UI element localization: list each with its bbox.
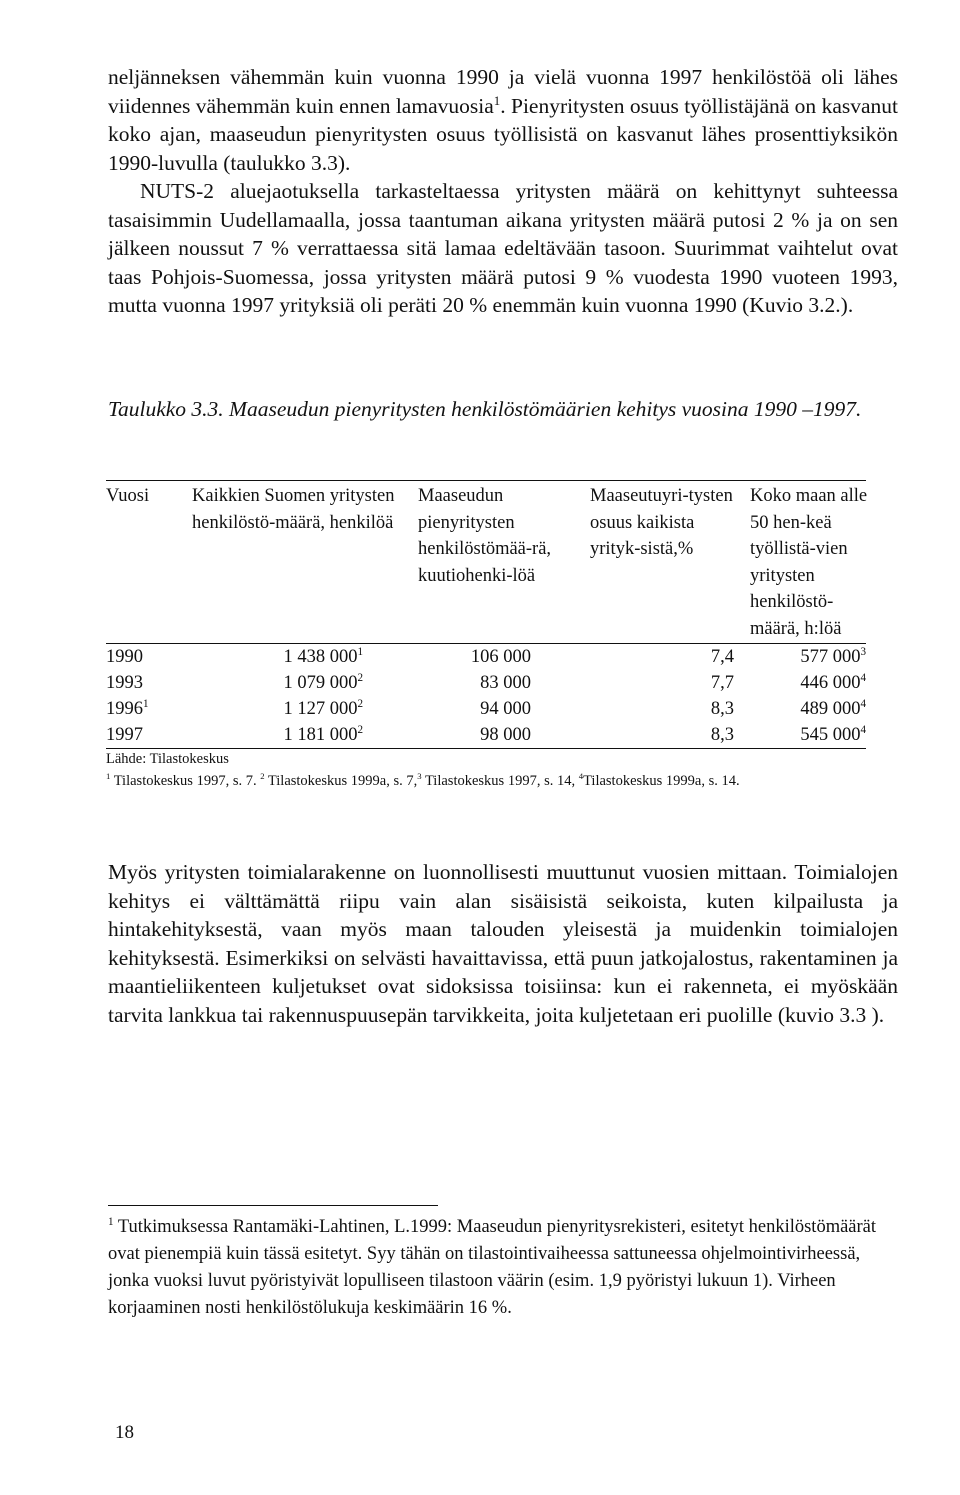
total-value: 1 079 000 [283,673,358,693]
footnote-separator [108,1205,438,1206]
table-row [106,644,866,670]
data-table [106,480,866,792]
total-sup: 2 [357,723,363,736]
header-year: Vuosi [106,486,150,506]
footnote-marker: 1 [108,1215,114,1228]
cell-rural: 83 000 [480,673,531,693]
cell-year [106,644,143,670]
table-caption: Taulukko 3.3. Maaseudun pienyritysten henkilöstömäärien kehitys vuosina 1990 –1997. [108,397,862,421]
cell-rural: 98 000 [480,725,531,745]
total-sup: 1 [357,645,363,658]
cell-total [283,722,363,748]
cell-total [283,644,363,670]
note-2: Tilastokeskus 1999a, s. 7, [264,773,418,789]
year-sup: 1 [143,697,149,710]
table-header [106,481,866,643]
table-source: Lähde: Tilastokeskus [106,751,229,767]
cell-small [800,670,866,696]
year-value: 1993 [106,673,143,693]
total-value: 1 127 000 [283,699,358,719]
footnote-ref-1: 1 [493,93,501,108]
cell-small [800,722,866,748]
cell-rural: 94 000 [480,699,531,719]
total-value: 1 181 000 [283,725,358,745]
paragraph-1-part-c: NUTS-2 aluejaotuksella tarkasteltaessa yritysten määrä on kehittynyt suhteessa tasaisimmin Uudellamaalla, jossa taantuman aikana yritysten määrä putosi 2 % ja on sen jälkeen noussut 7 % verrattaessa sitä lamaa edeltävään tasoon. Suurimmat vaihtelut ovat taas Pohjois-Suomessa, jossa yritysten määrä putosi 9 % vuodesta 1990 vuoteen 1993, mutta vuonna 1997 yrityksiä oli peräti 20 % enemmän kuin vuonna 1990 (Kuvio 3.2.). [108,179,898,317]
cell-share: 8,3 [710,725,734,745]
paragraph-1-part-b: . Pienyritysten osuus työllistäjänä on kasvanut koko ajan, maaseudun pienyritysten osuus työllisistä on kasvanut lähes prosenttiyksikön 1990-luvulla (taulukko 3.3). [108,93,898,175]
table-row [106,696,866,722]
year-value: 1990 [106,647,143,667]
cell-rural: 106 000 [470,647,531,667]
table-row [106,722,866,748]
small-sup: 3 [860,645,866,658]
cell-year [106,722,143,748]
small-value: 446 000 [800,673,861,693]
note-3: Tilastokeskus 1997, s. 14, [421,773,576,789]
note-4-sup: 4 [578,771,584,782]
small-value: 545 000 [800,725,861,745]
header-small-enterprises-total: Koko maan alle 50 hen-keä työllistä-vien yritysten henkilöstö-määrä, h:löä [750,486,868,639]
paragraph-1-part-a: neljänneksen vähemmän kuin vuonna 1990 ja vielä vuonna 1997 henkilöstöä oli lähes viidennes vähemmän kuin ennen lamavuosia [108,65,898,118]
total-sup: 2 [357,697,363,710]
note-4: Tilastokeskus 1999a, s. 14. [583,773,740,789]
small-sup: 4 [860,697,866,710]
table-row [106,670,866,696]
year-value: 1996 [106,699,143,719]
small-value: 489 000 [800,699,861,719]
cell-total [283,696,363,722]
cell-total [283,670,363,696]
cell-small [800,644,866,670]
cell-small [800,696,866,722]
note-3-sup: 3 [417,771,422,782]
total-value: 1 438 000 [283,647,358,667]
header-rural-share: Maaseutuyri-tysten osuus kaikista yrityk-sistä,% [590,486,733,559]
note-2-sup: 2 [260,771,265,782]
cell-year [106,696,149,722]
page-footnote [108,1214,898,1322]
cell-share: 8,3 [710,699,734,719]
total-sup: 2 [357,671,363,684]
header-all-enterprises: Kaikkien Suomen yritysten henkilöstö-määrä, henkilöä [192,486,395,533]
cell-share: 7,7 [710,673,734,693]
small-sup: 4 [860,723,866,736]
table-notes [106,771,876,792]
page-number: 18 [115,1422,134,1443]
small-sup: 4 [860,671,866,684]
note-1: Tilastokeskus 1997, s. 7. [110,773,257,789]
small-value: 577 000 [800,647,861,667]
footnote-text: Tutkimuksessa Rantamäki-Lahtinen, L.1999: Maaseudun pienyritysrekisteri, esitetyt henkilöstömäärät ovat pienempiä kuin tässä esitetyt. Syy tähän on tilastointivaiheessa sattuneessa ohjelmointivirheessä, jonka vuoksi luvut pyöristyivät lopulliseen tilastoon väärin (esim. 1,9 pyöristyi lukuun 1). Virheen korjaaminen nosti henkilöstölukuja keskimäärin 16 %. [108,1217,877,1318]
header-rural-small-enterprises: Maaseudun pienyritysten henkilöstömää-rä, kuutiohenki-löä [418,486,552,586]
cell-year [106,670,143,696]
paragraph-2: Myös yritysten toimialarakenne on luonnollisesti muuttunut vuosien mittaan. Toimialojen kehitys ei välttämättä riipu vain alan sisäisistä seikoista, kuten kilpailusta ja hintakehityksestä, vaan myös maan talouden yleisestä ja muidenkin toimialojen kehityksestä. Esimerkiksi on selvästi havaittavissa, että puun jatkojalostus, rakentaminen ja maantieliikenteen kuljetukset ovat sidoksissa toisiinsa: kun ei rakenneta, ei myöskään tarvita lankkua tai rakennuspuusepän tarvikkeita, joita kuljetetaan eri puolille (kuvio 3.3 ). [108,860,898,1027]
paragraph-1 [108,63,898,320]
note-1-sup: 1 [106,771,111,782]
year-value: 1997 [106,725,143,745]
cell-share: 7,4 [710,647,734,667]
